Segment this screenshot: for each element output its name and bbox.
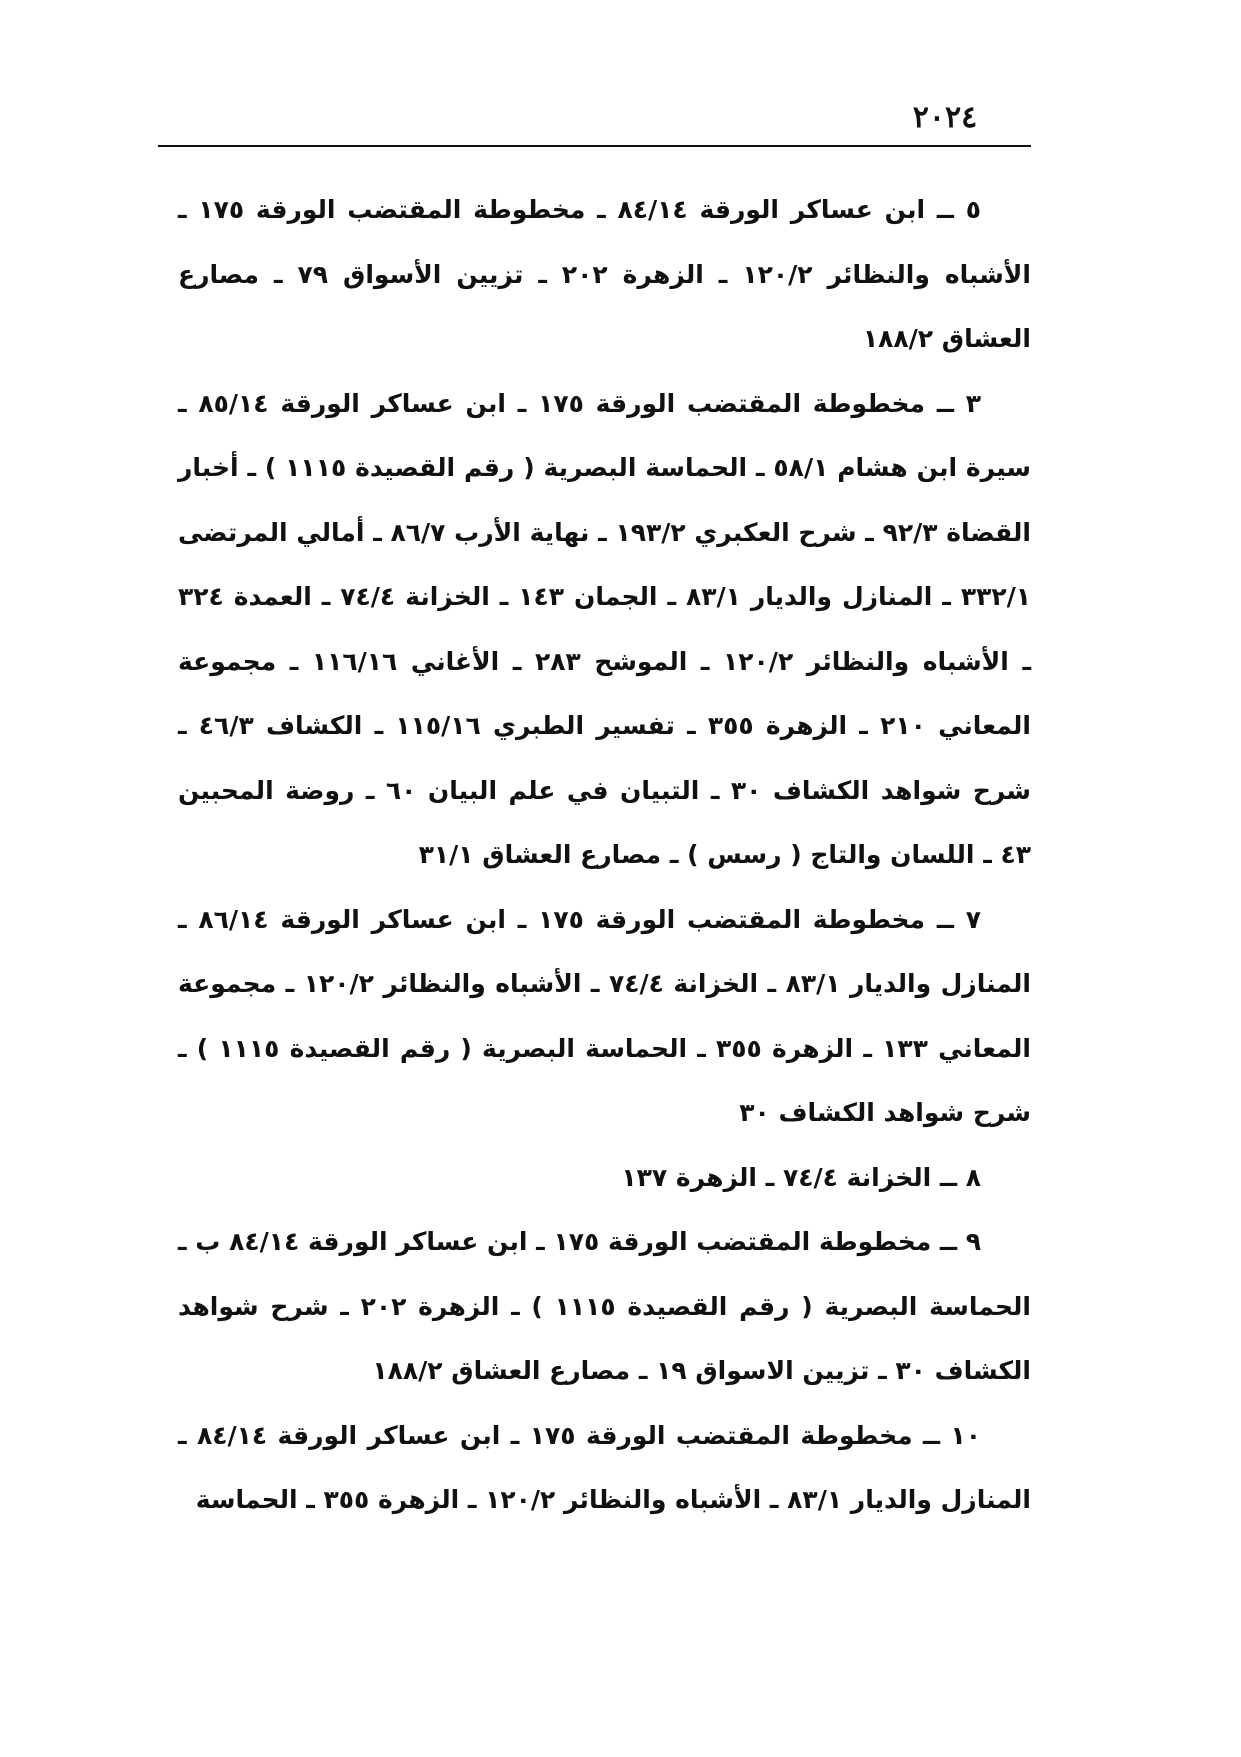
footnote-entry: ٧ ــ مخطوطة المقتضب الورقة ١٧٥ ـ ابن عساكر الورقة ٨٦/١٤ ـ المنازل والديار ٨٣/١ ـ الخزانة ٧٤/٤ ـ الأشباه والنظائر ١٢٠/٢ ـ مجموعة المعاني ١٣٣ ـ الزهرة ٣٥٥ ـ الحماسة البصرية ( رقم القصيدة ١١١٥ ) ـ شرح شواهد الكشاف ٣٠ [178, 904, 1031, 1127]
page-number: ٢٠٢٤ [912, 100, 978, 135]
footnote-entry: ٩ ــ مخطوطة المقتضب الورقة ١٧٥ ـ ابن عساكر الورقة ٨٤/١٤ ب ـ الحماسة البصرية ( رقم القصيدة ١١١٥ ) ـ الزهرة ٢٠٢ ـ شرح شواهد الكشاف ٣٠ ـ تزيين الاسواق ١٩ ـ مصارع العشاق ١٨٨/٢ [178, 1227, 1031, 1385]
footnote-entry: ١٠ ــ مخطوطة المقتضب الورقة ١٧٥ ـ ابن عساكر الورقة ٨٤/١٤ ـ المنازل والديار ٨٣/١ ـ الأشباه والنظائر ١٢٠/٢ ـ الزهرة ٣٥٥ ـ الحماسة [178, 1420, 1031, 1514]
footnote-entry: ٣ ــ مخطوطة المقتضب الورقة ١٧٥ ـ ابن عساكر الورقة ٨٥/١٤ ـ سيرة ابن هشام ٥٨/١ ـ الحماسة البصرية ( رقم القصيدة ١١١٥ ) ـ أخبار القضاة ٩٢/٣ ـ شرح العكبري ١٩٣/٢ ـ نهاية الأرب ٨٦/٧ ـ أمالي المرتضى ٣٣٢/١ ـ المنازل والديار ٨٣/١ ـ الجمان ١٤٣ ـ الخزانة ٧٤/٤ ـ العمدة ٣٢٤ ـ الأشباه والنظائر ١٢٠/٢ ـ الموشح ٢٨٣ ـ الأغاني ١١٦/١٦ ـ مجموعة المعاني ٢١٠ ـ الزهرة ٣٥٥ ـ تفسير الطبري ١١٥/١٦ ـ الكشاف ٤٦/٣ ـ شرح شواهد الكشاف ٣٠ ـ التبيان في علم البيان ٦٠ ـ روضة المحبين ٤٣ ـ اللسان والتاج ( رسس ) ـ مصارع العشاق ٣١/١ [178, 388, 1032, 869]
footnote-entry: ٥ ــ ابن عساكر الورقة ٨٤/١٤ ـ مخطوطة المقتضب الورقة ١٧٥ ـ الأشباه والنظائر ١٢٠/٢ ـ الزهرة ٢٠٢ ـ تزيين الأسواق ٧٩ ـ مصارع العشاق ١٨٨/٢ [178, 195, 1031, 353]
header-rule [158, 145, 1031, 147]
footnote-entry: ٨ ــ الخزانة ٧٤/٤ ـ الزهرة ١٣٧ [621, 1162, 981, 1192]
footnotes-body [178, 178, 1031, 1533]
